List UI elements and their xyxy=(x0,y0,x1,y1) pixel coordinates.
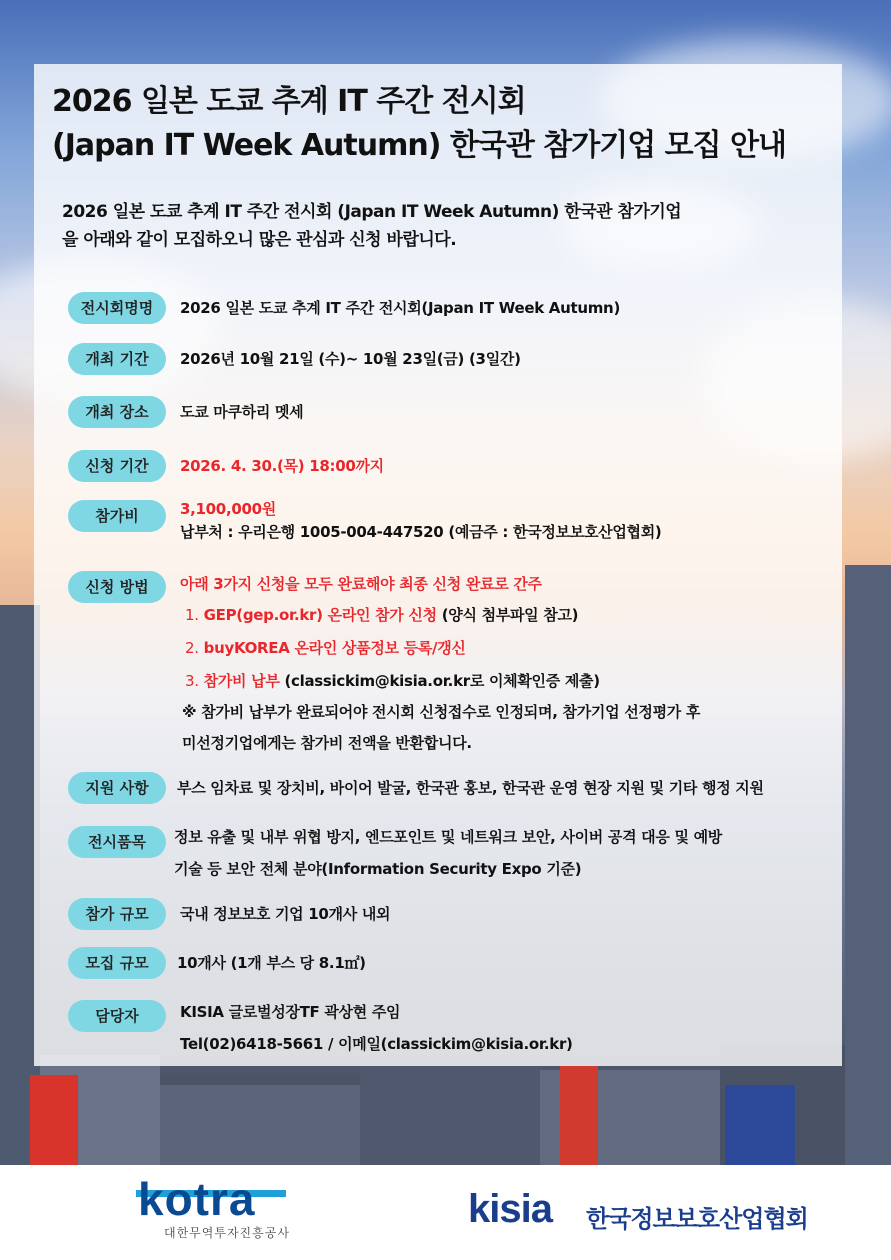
step-3-text: 참가비 납부 xyxy=(203,672,280,690)
value-contact-line-2: Tel(02)6418-5661 / 이메일(classickim@kisia.or.kr) xyxy=(180,1035,573,1053)
intro-line-2: 을 아래와 같이 모집하오니 많은 관심과 신청 바랍니다. xyxy=(62,230,457,250)
value-products-line-2: 기술 등 보안 전체 분야(Information Security Expo 기준) xyxy=(174,860,582,878)
value-fee-amount: 3,100,000원 xyxy=(180,500,276,518)
label-fee: 참가비 xyxy=(68,500,166,532)
method-note-2: 미선정기업에게는 참가비 전액을 반환합니다. xyxy=(182,734,472,752)
label-scale: 참가 규모 xyxy=(68,898,166,930)
value-support: 부스 임차료 및 장치비, 바이어 발굴, 한국관 홍보, 한국관 운영 현장 지원 및 기타 행정 지원 xyxy=(177,779,764,797)
label-venue: 개최 장소 xyxy=(68,396,166,428)
step-1-number: 1. xyxy=(185,606,199,624)
title-line-1: 2026 일본 도쿄 추계 IT 주간 전시회 xyxy=(52,84,526,119)
value-scale: 국내 정보보호 기업 10개사 내외 xyxy=(180,905,391,923)
label-support: 지원 사항 xyxy=(68,772,166,804)
value-products-line-1: 정보 유출 및 내부 위협 방지, 엔드포인트 및 네트워크 보안, 사이버 공격 대응 및 예방 xyxy=(174,828,722,846)
step-1-note: (양식 첨부파일 참고) xyxy=(436,606,579,624)
method-step-3 xyxy=(185,670,600,692)
step-1-text: GEP(gep.or.kr) 온라인 참가 신청 xyxy=(203,606,437,624)
intro-text xyxy=(62,198,832,254)
label-period: 개최 기간 xyxy=(68,343,166,375)
value-venue: 도쿄 마쿠하리 멧세 xyxy=(180,403,304,421)
method-note-1: ※ 참가비 납부가 완료되어야 전시회 신청접수로 인정되며, 참가기업 선정평가 후 xyxy=(182,703,701,721)
step-2-text: buyKOREA 온라인 상품정보 등록/갱신 xyxy=(203,639,466,657)
value-deadline: 2026. 4. 30.(목) 18:00까지 xyxy=(180,457,384,475)
step-3-note: (classickim@kisia.or.kr로 이체확인증 제출) xyxy=(279,672,600,690)
value-contact-line-1: KISIA 글로벌성장TF 곽상현 주임 xyxy=(180,1003,401,1021)
label-deadline: 신청 기간 xyxy=(68,450,166,482)
step-2-number: 2. xyxy=(185,639,199,657)
title-line-2: (Japan IT Week Autumn) 한국관 참가기업 모집 안내 xyxy=(52,128,786,163)
label-exhibition: 전시회명명 xyxy=(68,292,166,324)
value-exhibition: 2026 일본 도쿄 추계 IT 주간 전시회(Japan IT Week Autumn) xyxy=(180,299,620,317)
method-step-2 xyxy=(185,637,466,659)
step-3-number: 3. xyxy=(185,672,199,690)
label-products: 전시품목 xyxy=(68,826,166,858)
value-period: 2026년 10월 21일 (수)~ 10월 23일(금) (3일간) xyxy=(180,350,521,368)
kotra-subtitle: 대한무역투자진흥공사 xyxy=(164,1226,290,1240)
value-recruit: 10개사 (1개 부스 당 8.1㎡) xyxy=(177,954,366,972)
method-headline: 아래 3가지 신청을 모두 완료해야 최종 신청 완료로 간주 xyxy=(180,575,542,593)
kisia-logo: kisia xyxy=(468,1187,552,1231)
label-recruit: 모집 규모 xyxy=(68,947,166,979)
kotra-logo: kotra xyxy=(138,1173,256,1225)
intro-line-1: 2026 일본 도쿄 추계 IT 주간 전시회 (Japan IT Week Autumn) 한국관 참가기업 xyxy=(62,202,682,222)
page-title xyxy=(52,80,786,168)
kisia-name: 한국정보보호산업협회 xyxy=(586,1205,808,1233)
label-contact: 담당자 xyxy=(68,1000,166,1032)
value-fee-account: 납부처 : 우리은행 1005-004-447520 (예금주 : 한국정보보호산업협회) xyxy=(180,523,662,541)
label-method: 신청 방법 xyxy=(68,571,166,603)
method-step-1 xyxy=(185,604,578,626)
